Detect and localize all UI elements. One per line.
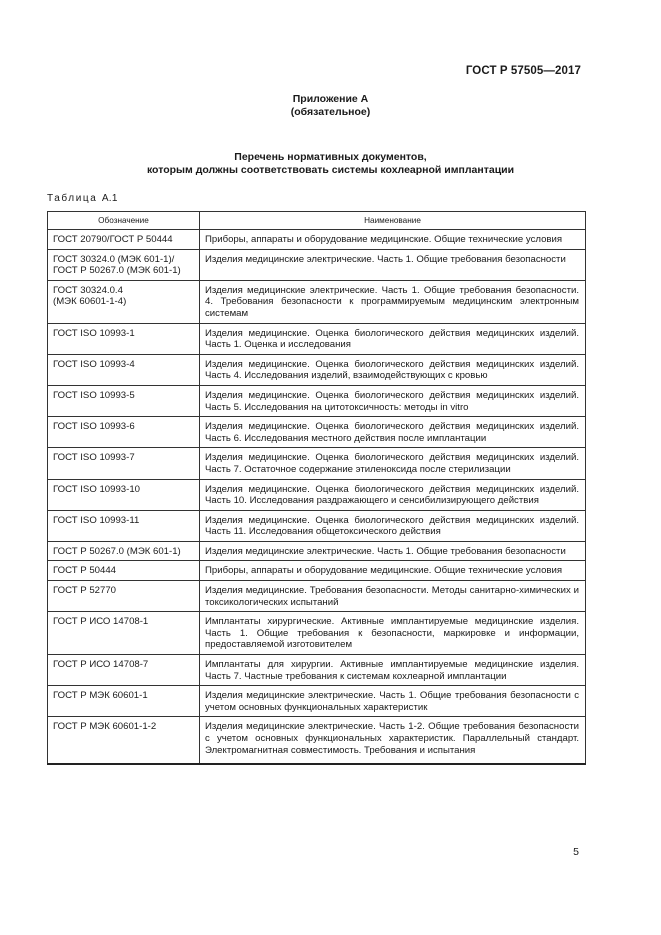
document-name: Изделия медицинские электрические. Часть 1-2. Общие требования безопасности с учетом основных функциональных характеристик. Параллельный стандарт. Электромагнитная совместимость. Требования и испытания	[200, 717, 586, 764]
designation-line: ГОСТ ISO 10993-5	[53, 389, 135, 401]
table-row	[48, 561, 586, 581]
document-name: Приборы, аппараты и оборудование медицинские. Общие технические условия	[200, 230, 586, 250]
document-name: Изделия медицинские. Оценка биологического действия медицинских изделий. Часть 11. Исследования общетоксического действия	[200, 510, 586, 541]
designation-line: ГОСТ ISO 10993-1	[53, 327, 135, 339]
table-row	[48, 249, 586, 280]
annex-heading	[0, 93, 661, 119]
designation-line: ГОСТ ISO 10993-10	[53, 483, 140, 495]
table-row	[48, 417, 586, 448]
document-code: ГОСТ Р 57505—2017	[465, 65, 581, 77]
table-row	[48, 541, 586, 561]
designation-line: ГОСТ Р ИСО 14708-1	[53, 616, 149, 628]
document-designation	[48, 230, 200, 250]
table-row	[48, 686, 586, 717]
document-name: Изделия медицинские. Оценка биологического действия медицинских изделий. Часть 4. Исследования изделий, взаимодействующих с кровью	[200, 354, 586, 385]
table-caption-word: Таблица	[47, 193, 98, 204]
designation-line: ГОСТ 30324.0.4	[53, 284, 123, 296]
document-designation	[48, 354, 200, 385]
column-header-designation: Обозначение	[48, 212, 200, 230]
document-name: Приборы, аппараты и оборудование медицинские. Общие технические условия	[200, 561, 586, 581]
column-header-name: Наименование	[200, 212, 586, 230]
table-row	[48, 354, 586, 385]
document-name: Изделия медицинские. Оценка биологического действия медицинских изделий. Часть 1. Оценка и исследования	[200, 323, 586, 354]
table-row	[48, 581, 586, 612]
document-designation	[48, 612, 200, 655]
annex-subtitle: (обязательное)	[290, 106, 371, 118]
table-row	[48, 385, 586, 416]
table-row	[48, 655, 586, 686]
designation-line: ГОСТ Р МЭК 60601-1-2	[53, 721, 157, 733]
table-row	[48, 323, 586, 354]
document-name: Изделия медицинские. Оценка биологического действия медицинских изделий. Часть 6. Исследования местного действия после имплантации	[200, 417, 586, 448]
page-title-line-1: Перечень нормативных документов,	[234, 151, 427, 163]
designation-line: ГОСТ 20790/ГОСТ Р 50444	[53, 234, 173, 245]
document-designation	[48, 717, 200, 764]
table-row	[48, 717, 586, 764]
annex-title: Приложение А	[292, 93, 369, 105]
table-row	[48, 510, 586, 541]
document-designation	[48, 479, 200, 510]
document-designation	[48, 448, 200, 479]
document-designation	[48, 510, 200, 541]
designation-line: (МЭК 60601-1-4)	[53, 296, 127, 308]
document-name: Изделия медицинские. Оценка биологического действия медицинских изделий. Часть 7. Остаточное содержание этиленоксида после стерилизации	[200, 448, 586, 479]
document-designation	[48, 417, 200, 448]
table-body	[48, 230, 586, 765]
document-name: Изделия медицинские электрические. Часть 1. Общие требования безопасности. 4. Требования безопасности к программируемым медицинским электронным системам	[200, 280, 586, 323]
document-name: Изделия медицинские электрические. Часть 1. Общие требования безопасности с учетом основных функциональных характеристик	[200, 686, 586, 717]
document-designation	[48, 561, 200, 581]
document-designation	[48, 655, 200, 686]
table-caption-number: А.1	[101, 193, 118, 204]
designation-line: ГОСТ Р 50444	[53, 565, 116, 577]
designation-line: ГОСТ Р 50267.0 (МЭК 601-1)	[53, 265, 181, 277]
designation-line: ГОСТ ISO 10993-6	[53, 421, 135, 433]
designation-line: ГОСТ ISO 10993-7	[53, 452, 135, 464]
document-designation	[48, 581, 200, 612]
document-name: Изделия медицинские электрические. Часть 1. Общие требования безопасности	[200, 541, 586, 561]
document-name: Изделия медицинские электрические. Часть 1. Общие требования безопасности	[200, 249, 586, 280]
normative-documents-table	[47, 211, 586, 765]
table-row	[48, 479, 586, 510]
designation-line: ГОСТ 30324.0 (МЭК 601-1)/	[53, 253, 175, 265]
table-header-row	[48, 212, 586, 230]
document-designation	[48, 686, 200, 717]
document-designation	[48, 385, 200, 416]
table-row	[48, 230, 586, 250]
designation-line: ГОСТ Р 50267.0 (МЭК 601-1)	[53, 545, 181, 557]
document-designation	[48, 249, 200, 280]
document-name: Изделия медицинские. Оценка биологического действия медицинских изделий. Часть 5. Исследования на цитотоксичность: методы in vitro	[200, 385, 586, 416]
document-designation	[48, 323, 200, 354]
document-name: Имплантаты для хирургии. Активные имплантируемые медицинские изделия. Часть 7. Частные требования к системам кохлеарной имплантации	[200, 655, 586, 686]
designation-line: ГОСТ ISO 10993-4	[53, 358, 135, 370]
page-title	[0, 151, 661, 177]
document-designation	[48, 541, 200, 561]
page-title-line-2: которым должны соответствовать системы кохлеарной имплантации	[146, 164, 515, 176]
page-number: 5	[573, 846, 579, 858]
document-name: Изделия медицинские. Оценка биологического действия медицинских изделий. Часть 10. Исследования раздражающего и сенсибилизирующего действия	[200, 479, 586, 510]
designation-line: ГОСТ Р МЭК 60601-1	[53, 690, 148, 702]
designation-line: ГОСТ ISO 10993-11	[53, 514, 140, 526]
designation-line: ГОСТ Р ИСО 14708-7	[53, 659, 149, 671]
document-name: Изделия медицинские. Требования безопасности. Методы санитарно-химических и токсикологических испытаний	[200, 581, 586, 612]
document-name: Имплантаты хирургические. Активные имплантируемые медицинские изделия. Часть 1. Общие требования к безопасности, маркировке и информации, предоставляемой изготовителем	[200, 612, 586, 655]
table-row	[48, 612, 586, 655]
table-row	[48, 448, 586, 479]
designation-line: ГОСТ Р 52770	[53, 585, 116, 597]
table-caption	[47, 193, 118, 204]
document-designation	[48, 280, 200, 323]
table-row	[48, 280, 586, 323]
